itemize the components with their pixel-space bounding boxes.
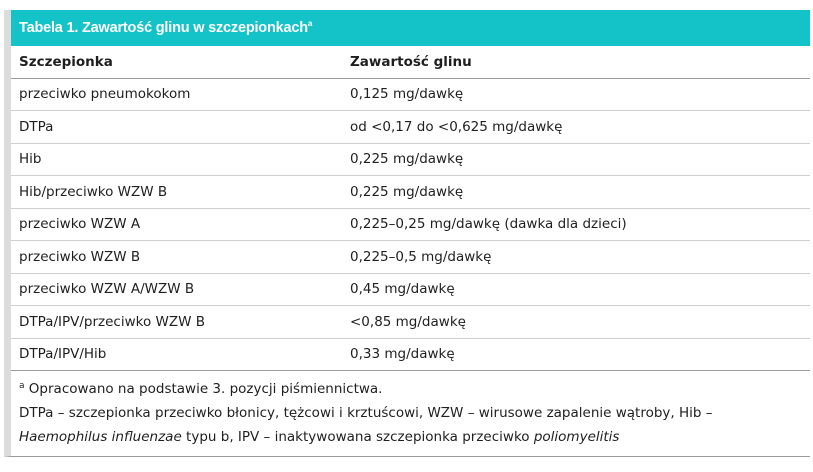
caption-footnote-mark: a bbox=[307, 19, 313, 28]
source-note-text: Opracowano na podstawie 3. pozycji piśmiennictwa. bbox=[24, 381, 383, 397]
cell-vaccine: Hib/przeciwko WZW B bbox=[11, 176, 342, 209]
aluminum-content-table bbox=[4, 10, 810, 457]
table-row bbox=[11, 143, 810, 176]
table-row bbox=[11, 273, 810, 306]
table-footnotes bbox=[11, 371, 810, 449]
cell-aluminum: 0,225–0,25 mg/dawkę (dawka dla dzieci) bbox=[342, 208, 810, 241]
abbrev-haemophilus: Haemophilus influenzae bbox=[19, 429, 182, 445]
table-row bbox=[11, 306, 810, 339]
table-row bbox=[11, 176, 810, 209]
data-table bbox=[11, 46, 810, 371]
cell-vaccine: przeciwko WZW A bbox=[11, 208, 342, 241]
table-caption bbox=[11, 10, 810, 46]
cell-vaccine: przeciwko pneumokokom bbox=[11, 78, 342, 111]
cell-aluminum: 0,225 mg/dawkę bbox=[342, 143, 810, 176]
abbreviations-line-2 bbox=[19, 425, 810, 449]
cell-aluminum: 0,125 mg/dawkę bbox=[342, 78, 810, 111]
cell-vaccine: DTPa bbox=[11, 111, 342, 144]
source-note bbox=[19, 377, 810, 401]
abbreviations-line-1: DTPa – szczepionka przeciwko błonicy, tężcowi i krztuścowi, WZW – wirusowe zapalenie wątroby, Hib – bbox=[19, 405, 713, 421]
cell-vaccine: przeciwko WZW B bbox=[11, 241, 342, 274]
table-row bbox=[11, 241, 810, 274]
table-row bbox=[11, 338, 810, 371]
cell-aluminum: <0,85 mg/dawkę bbox=[342, 306, 810, 339]
header-row bbox=[11, 46, 810, 78]
cell-vaccine: DTPa/IPV/przeciwko WZW B bbox=[11, 306, 342, 339]
column-header-aluminum: Zawartość glinu bbox=[342, 46, 810, 78]
cell-aluminum: od <0,17 do <0,625 mg/dawkę bbox=[342, 111, 810, 144]
table-title: Tabela 1. Zawartość glinu w szczepionkach bbox=[19, 20, 308, 36]
cell-vaccine: DTPa/IPV/Hib bbox=[11, 338, 342, 371]
source-footnote-mark: a bbox=[19, 381, 25, 391]
column-header-vaccine: Szczepionka bbox=[11, 46, 342, 78]
abbrev-poliomyelitis: poliomyelitis bbox=[533, 429, 620, 445]
table-row bbox=[11, 78, 810, 111]
cell-vaccine: przeciwko WZW A/WZW B bbox=[11, 273, 342, 306]
cell-aluminum: 0,33 mg/dawkę bbox=[342, 338, 810, 371]
cell-aluminum: 0,225 mg/dawkę bbox=[342, 176, 810, 209]
cell-aluminum: 0,225–0,5 mg/dawkę bbox=[342, 241, 810, 274]
table-row bbox=[11, 208, 810, 241]
cell-vaccine: Hib bbox=[11, 143, 342, 176]
table-row bbox=[11, 111, 810, 144]
abbrev-line-2-text: typu b, IPV – inaktywowana szczepionka przeciwko bbox=[181, 429, 534, 445]
cell-aluminum: 0,45 mg/dawkę bbox=[342, 273, 810, 306]
